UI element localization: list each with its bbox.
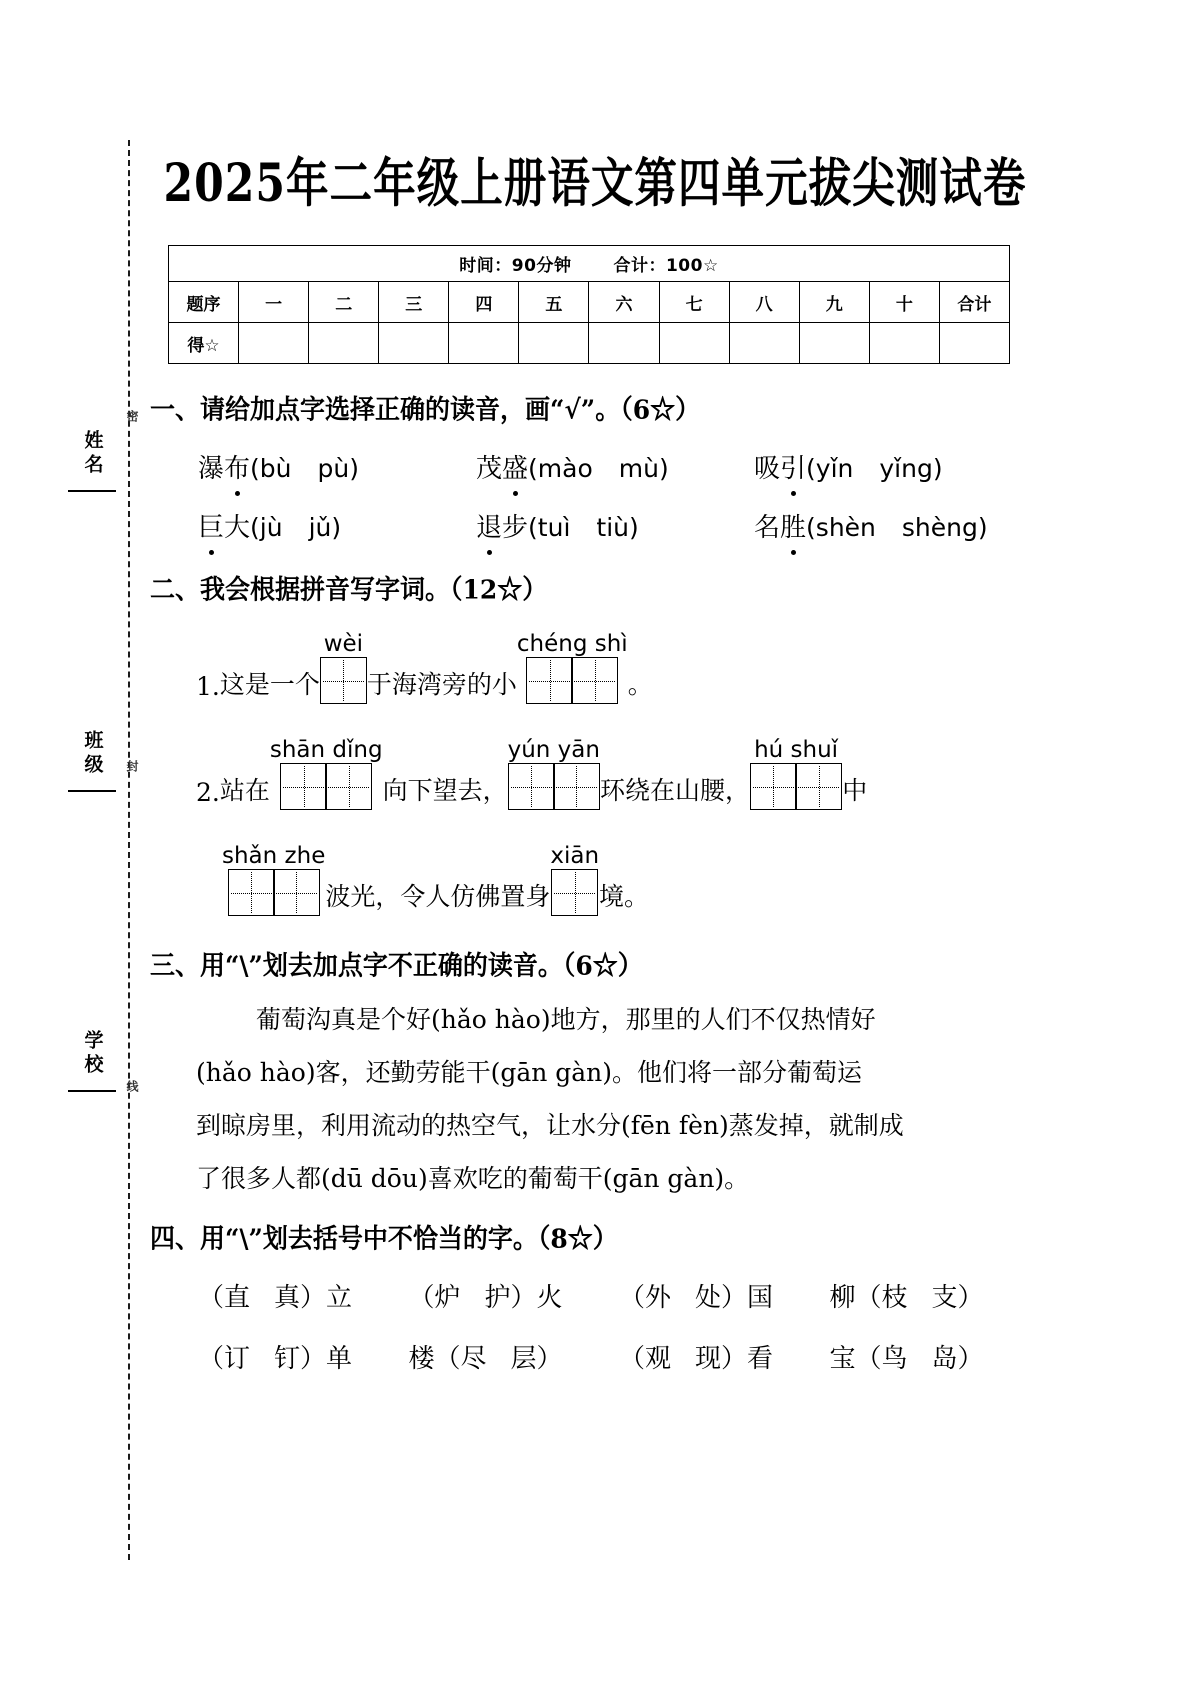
sentence-text: 站在 xyxy=(219,776,270,806)
score-col-6: 六 xyxy=(589,282,659,323)
pinyin-option-b[interactable]: pù xyxy=(317,454,350,483)
sentence-text: 境。 xyxy=(599,882,650,912)
seal-mark-feng: 封 xyxy=(125,760,139,772)
section-4-row xyxy=(198,1338,1040,1375)
char-choice-item[interactable] xyxy=(619,1338,830,1375)
pinyin-option-b[interactable]: yǐng xyxy=(879,454,933,483)
score-table xyxy=(168,245,1010,364)
pinyin-choice-item[interactable] xyxy=(754,448,943,485)
score-col-total: 合计 xyxy=(939,282,1009,323)
pinyin-options[interactable]: (mào mù) xyxy=(528,454,669,483)
choice-suffix: ）火 xyxy=(510,1283,563,1314)
score-table-value-row xyxy=(169,323,1010,364)
score-table-score-label: 得☆ xyxy=(169,323,239,364)
choice-prefix: 宝（ xyxy=(829,1344,882,1375)
choice-prefix: 楼（ xyxy=(408,1344,461,1375)
section-4-body xyxy=(198,1277,1040,1375)
pinyin-option-b[interactable]: jǔ xyxy=(308,513,332,542)
choice-prefix: （ xyxy=(198,1283,225,1314)
score-table-meta-cell xyxy=(169,246,1010,282)
box-row[interactable] xyxy=(750,763,842,810)
writing-box[interactable] xyxy=(526,657,573,704)
choice-suffix: ）国 xyxy=(721,1283,774,1314)
score-value-2[interactable] xyxy=(309,323,379,364)
dotted-char: 巨 xyxy=(198,507,224,544)
char-choice-item[interactable] xyxy=(830,1277,1041,1314)
word-prefix: 吸 xyxy=(754,454,781,484)
sentence-text: 中 xyxy=(842,776,868,806)
writing-box-group[interactable] xyxy=(222,844,325,916)
choice-option-a[interactable]: 鸟 xyxy=(881,1344,908,1375)
writing-box[interactable] xyxy=(325,763,372,810)
box-row[interactable] xyxy=(508,763,600,810)
score-value-total[interactable] xyxy=(939,323,1009,364)
char-choice-item[interactable] xyxy=(198,1277,409,1314)
writing-box[interactable] xyxy=(750,763,797,810)
score-col-7: 七 xyxy=(659,282,729,323)
char-choice-item[interactable] xyxy=(198,1338,409,1375)
score-col-1: 一 xyxy=(239,282,309,323)
box-pinyin: chéng shì xyxy=(516,631,628,657)
dotted-char: 胜 xyxy=(780,507,806,544)
section-2-heading: 二、我会根据拼音写字词。（12☆） xyxy=(150,574,548,605)
paragraph-line: 葡萄沟真是个好(hǎo hào)地方，那里的人们不仅热情好 xyxy=(256,1005,876,1035)
pinyin-option-a[interactable]: jù xyxy=(259,513,283,542)
writing-box[interactable] xyxy=(508,763,555,810)
section-4-heading: 四、用“\”划去括号中不恰当的字。（8☆） xyxy=(150,1223,618,1255)
box-pinyin: xiān xyxy=(550,843,600,870)
sentence-text: 向下望去， xyxy=(382,776,508,806)
choice-option-a[interactable]: 订 xyxy=(224,1344,251,1375)
choice-option-a[interactable]: 枝 xyxy=(881,1283,908,1314)
pinyin-option-a[interactable]: tuì xyxy=(537,513,571,542)
sentence-text: 这是一个 xyxy=(219,670,320,700)
seal-mark-xian: 线 xyxy=(125,1080,139,1092)
score-value-8[interactable] xyxy=(729,323,799,364)
sidebar-label-name: 姓名 xyxy=(81,430,104,478)
section-3-paragraph[interactable] xyxy=(196,1000,1040,1195)
choice-option-a[interactable]: 直 xyxy=(224,1283,251,1314)
score-value-9[interactable] xyxy=(799,323,869,364)
word-prefix: 名 xyxy=(754,513,781,543)
sentence-text: 于海湾旁的小 xyxy=(366,670,517,700)
dotted-char: 引 xyxy=(780,448,806,485)
writing-box[interactable] xyxy=(551,869,598,916)
writing-box-group[interactable] xyxy=(750,738,842,810)
box-row[interactable] xyxy=(551,869,598,916)
section-4-row xyxy=(198,1277,1040,1314)
box-pinyin: yún yān xyxy=(507,737,600,764)
pinyin-options[interactable]: (yǐn yǐng) xyxy=(806,454,943,483)
seal-mark-mi: 密 xyxy=(125,410,139,422)
pinyin-option-b[interactable]: shèng xyxy=(901,513,978,542)
score-value-6[interactable] xyxy=(589,323,659,364)
score-value-1[interactable] xyxy=(239,323,309,364)
char-choice-item[interactable] xyxy=(409,1277,620,1314)
sidebar-field-school xyxy=(60,1030,124,1092)
score-col-5: 五 xyxy=(519,282,589,323)
paragraph-line: 了很多人都(dū dōu)喜欢吃的葡萄干(gān gàn)。 xyxy=(196,1164,750,1194)
choice-option-a[interactable]: 尽 xyxy=(460,1344,487,1375)
sidebar-label-class: 班级 xyxy=(81,730,104,778)
pinyin-option-a[interactable]: mào xyxy=(537,454,593,483)
writing-box[interactable] xyxy=(571,657,618,704)
section-2-item-2 xyxy=(196,738,1040,810)
pinyin-choice-item[interactable] xyxy=(476,507,754,544)
dotted-char: 盛 xyxy=(502,448,528,485)
exam-duration: 时间：90分钟 xyxy=(459,256,572,276)
choice-suffix: ） xyxy=(957,1344,984,1375)
choice-option-a[interactable]: 炉 xyxy=(434,1283,461,1314)
choice-suffix: ）单 xyxy=(300,1344,353,1375)
cut-dashed-line xyxy=(128,140,130,1560)
writing-box-group[interactable] xyxy=(508,738,600,810)
writing-box[interactable] xyxy=(273,869,320,916)
choice-prefix: （ xyxy=(619,1344,646,1375)
box-row[interactable] xyxy=(526,657,618,704)
pinyin-option-a[interactable]: yǐn xyxy=(815,454,854,483)
choice-option-b[interactable]: 处 xyxy=(695,1283,722,1314)
sidebar-label-school: 学校 xyxy=(81,1030,104,1078)
writing-box[interactable] xyxy=(795,763,842,810)
box-pinyin: shān dǐng xyxy=(269,737,383,764)
box-row[interactable] xyxy=(280,763,372,810)
binding-sidebar xyxy=(60,410,139,1330)
word-prefix: 瀑 xyxy=(198,454,225,484)
pinyin-choice-item[interactable] xyxy=(198,448,476,485)
pinyin-option-a[interactable]: bù xyxy=(259,454,292,483)
writing-box[interactable] xyxy=(320,657,367,704)
score-value-10[interactable] xyxy=(869,323,939,364)
box-row[interactable] xyxy=(320,657,367,704)
choice-prefix: （ xyxy=(408,1283,435,1314)
word-suffix: 步 xyxy=(502,513,529,543)
writing-box-group[interactable] xyxy=(270,738,383,810)
choice-option-b[interactable]: 岛 xyxy=(931,1344,958,1375)
pinyin-choice-item[interactable] xyxy=(754,507,988,544)
score-value-5[interactable] xyxy=(519,323,589,364)
score-value-7[interactable] xyxy=(659,323,729,364)
score-col-9: 九 xyxy=(799,282,869,323)
section-1-row xyxy=(198,507,1040,544)
score-table-row-label: 题序 xyxy=(169,282,239,323)
sentence-text: 波光，令人仿佛置身 xyxy=(325,882,551,912)
paragraph-line: 到晾房里，利用流动的热空气，让水分(fēn fèn)蒸发掉，就制成 xyxy=(196,1111,904,1141)
box-pinyin: wèi xyxy=(323,631,364,657)
item-number: 2. xyxy=(196,778,220,808)
pinyin-option-b[interactable]: tiù xyxy=(596,513,629,542)
choice-suffix: ） xyxy=(957,1283,984,1314)
pinyin-choice-item[interactable] xyxy=(198,507,476,544)
sidebar-field-class xyxy=(60,730,124,792)
choice-prefix: 柳（ xyxy=(829,1283,882,1314)
score-col-10: 十 xyxy=(869,282,939,323)
choice-option-b[interactable]: 钉 xyxy=(274,1344,301,1375)
pinyin-choice-item[interactable] xyxy=(476,448,754,485)
sidebar-rule-class xyxy=(68,790,116,792)
item-number: 1. xyxy=(196,672,220,702)
score-table-meta-row xyxy=(169,246,1010,282)
box-pinyin: shǎn zhe xyxy=(222,843,326,870)
word-prefix: 茂 xyxy=(476,454,503,484)
choice-option-b[interactable]: 支 xyxy=(931,1283,958,1314)
char-choice-item[interactable] xyxy=(409,1338,620,1375)
score-col-8: 八 xyxy=(729,282,799,323)
pinyin-options[interactable]: (bù pù) xyxy=(250,454,359,483)
pinyin-options[interactable]: (tuì tiù) xyxy=(528,513,639,542)
char-choice-item[interactable] xyxy=(830,1338,1041,1375)
writing-box-group[interactable] xyxy=(550,844,599,916)
dotted-char: 退 xyxy=(476,507,502,544)
word-suffix: 大 xyxy=(224,513,251,543)
char-choice-item[interactable] xyxy=(619,1277,830,1314)
pinyin-options[interactable]: (shèn shèng) xyxy=(806,513,988,542)
box-row[interactable] xyxy=(228,869,320,916)
writing-box[interactable] xyxy=(228,869,275,916)
choice-suffix: ）看 xyxy=(721,1344,774,1375)
writing-box[interactable] xyxy=(553,763,600,810)
choice-suffix: ）立 xyxy=(300,1283,353,1314)
pinyin-option-a[interactable]: shèn xyxy=(815,513,876,542)
dotted-char: 布 xyxy=(224,448,250,485)
writing-box-group[interactable] xyxy=(517,632,628,704)
writing-box-group[interactable] xyxy=(320,632,367,704)
choice-option-a[interactable]: 观 xyxy=(645,1344,672,1375)
section-2-item-1 xyxy=(196,632,1040,704)
score-col-3: 三 xyxy=(379,282,449,323)
choice-option-b[interactable]: 现 xyxy=(695,1344,722,1375)
sentence-text: 环绕在山腰， xyxy=(599,776,750,806)
choice-option-b[interactable]: 护 xyxy=(484,1283,511,1314)
score-col-4: 四 xyxy=(449,282,519,323)
section-1-body xyxy=(198,448,1040,544)
choice-option-b[interactable]: 层 xyxy=(510,1344,537,1375)
score-value-3[interactable] xyxy=(379,323,449,364)
section-2-item-3 xyxy=(222,844,1040,916)
pinyin-option-b[interactable]: mù xyxy=(618,454,659,483)
choice-option-b[interactable]: 真 xyxy=(274,1283,301,1314)
section-3-heading: 三、用“\”划去加点字不正确的读音。（6☆） xyxy=(150,950,643,982)
choice-prefix: （ xyxy=(619,1283,646,1314)
page-title: 2025年二年级上册语文第四单元拔尖测试卷 xyxy=(163,153,1027,215)
box-pinyin: hú shuǐ xyxy=(754,737,839,764)
choice-suffix: ） xyxy=(536,1344,563,1375)
score-col-2: 二 xyxy=(309,282,379,323)
pinyin-options[interactable]: (jù jǔ) xyxy=(250,513,342,542)
exam-total-points: 合计：100☆ xyxy=(613,256,719,276)
choice-prefix: （ xyxy=(198,1344,225,1375)
paragraph-line: (hǎo hào)客，还勤劳能干(gān gàn)。他们将一部分葡萄运 xyxy=(196,1058,863,1088)
sidebar-rule-school xyxy=(68,1090,116,1092)
choice-option-a[interactable]: 外 xyxy=(645,1283,672,1314)
section-1-row xyxy=(198,448,1040,485)
exam-sheet xyxy=(150,128,1040,1399)
sidebar-rule-name xyxy=(68,490,116,492)
score-table-header-row xyxy=(169,282,1010,323)
section-1-heading: 一、请给加点字选择正确的读音，画“√”。（6☆） xyxy=(150,394,701,425)
writing-box[interactable] xyxy=(280,763,327,810)
sentence-text: 。 xyxy=(627,670,653,700)
sidebar-field-name xyxy=(60,430,124,492)
score-value-4[interactable] xyxy=(449,323,519,364)
